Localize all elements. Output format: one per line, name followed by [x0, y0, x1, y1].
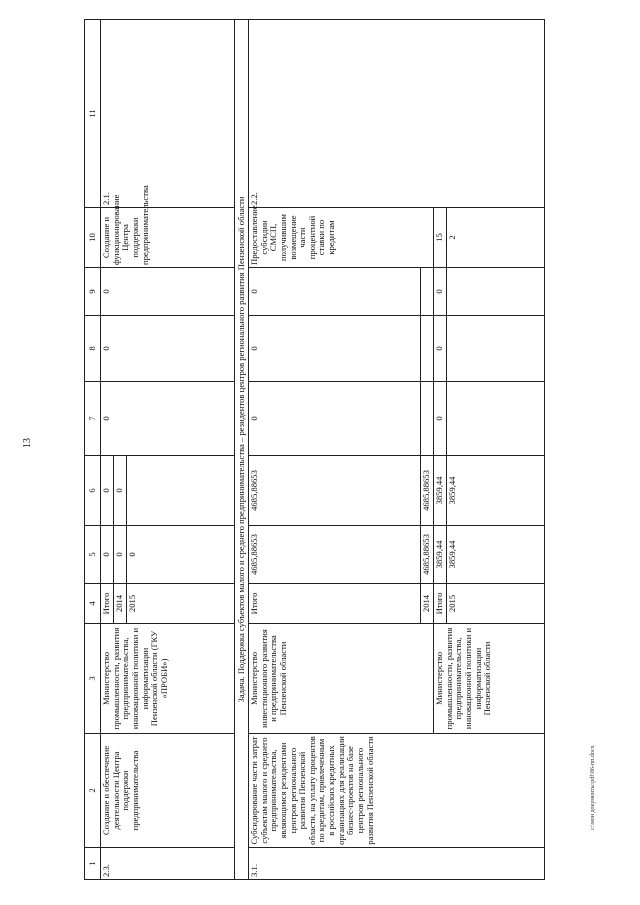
col-header: 6 [85, 456, 101, 526]
executor: Министерство промышленности, развития предпринимательства, инновационной политики и информатизации Пензенской области (ГКУ «ПРОБИ») [101, 624, 235, 734]
footer-file-path: c:\мои документы\pdf\86-пп.docx [590, 745, 596, 830]
amount-cell: 0 [101, 456, 114, 526]
target-ref: 2.1. [101, 20, 235, 208]
amount-cell: 0 [114, 456, 127, 526]
executor: Министерство инвестиционного развития и предпринимательства Пензенской области [249, 624, 421, 734]
amount-cell: 4685,88653 [421, 526, 434, 584]
col-header: 5 [85, 526, 101, 584]
amount-cell [421, 382, 434, 456]
amount-cell [421, 316, 434, 382]
amount-cell: 0 [101, 526, 114, 584]
amount-cell: 4685,88653 [249, 526, 421, 584]
amount-cell: 0 [434, 268, 447, 316]
amount-cell [127, 456, 235, 526]
table-row [101, 20, 114, 880]
amount-cell: 4685,88653 [421, 456, 434, 526]
amount-cell: 0 [249, 268, 421, 316]
col-header: 9 [85, 268, 101, 316]
amount-cell: 0 [434, 382, 447, 456]
year-cell: Итого [434, 584, 447, 624]
col-header: 7 [85, 382, 101, 456]
year-cell: 2014 [114, 584, 127, 624]
col-header: 3 [85, 624, 101, 734]
indicator: Создание и функционирование Центра поддержки предпринимательства [101, 208, 235, 268]
indicator-value: 2 [447, 208, 545, 268]
page-number: 13 [22, 438, 33, 448]
header-row [85, 20, 101, 880]
amount-cell: 0 [114, 526, 127, 584]
measure-name: Субсидирование части затрат субъектам малого и среднего предпринимательства, являющимся резидентами центров регионального развития Пензенской области, на уплату процентов по кредитам, привлеченным в российских кредитных организациях для реализации бизнес-проектов на базе центров регионального развития Пензенской области [249, 734, 545, 848]
amount-cell: 3859,44 [447, 456, 545, 526]
measure-name: Создание и обеспечение деятельности Центра поддержки предпринимательства [101, 734, 235, 848]
amount-cell: 0 [127, 526, 235, 584]
year-cell: 2015 [127, 584, 235, 624]
year-cell: 2014 [421, 584, 434, 624]
col-header: 11 [85, 20, 101, 208]
row-number: 3.1. [249, 848, 545, 880]
amount-cell: 0 [249, 382, 421, 456]
executor: Министерство промышленности, развития предпринимательства, инновационной политики и информатизации Пензенской области [434, 624, 545, 734]
amount-cell [421, 268, 434, 316]
amount-cell: 3859,44 [447, 526, 545, 584]
amount-cell [447, 382, 545, 456]
amount-cell [447, 268, 545, 316]
amount-cell: 0 [101, 268, 235, 316]
indicator-value: 15 [434, 208, 447, 268]
col-header: 2 [85, 734, 101, 848]
row-number: 2.3. [101, 848, 235, 880]
task-heading: Задача. Поддержка субъектов малого и среднего предпринимательства – резидентов центров регионального развития Пензенской области [235, 20, 249, 880]
table-row [249, 20, 421, 880]
year-cell: Итого [249, 584, 421, 624]
amount-cell: 0 [101, 316, 235, 382]
amount-cell: 3859,44 [434, 456, 447, 526]
rotated-document [84, 30, 562, 880]
indicator: Предоставление субсидии СМСП, получившим возмещение части процентной ставки по кредитам [249, 208, 434, 268]
amount-cell: 0 [434, 316, 447, 382]
executor-spacer [421, 624, 434, 734]
col-header: 10 [85, 208, 101, 268]
amount-cell: 3859,44 [434, 526, 447, 584]
amount-cell: 0 [249, 316, 421, 382]
task-row [235, 20, 249, 880]
amount-cell: 0 [101, 382, 235, 456]
target-ref: 2.2. [249, 20, 545, 208]
year-cell: 2015 [447, 584, 545, 624]
col-header: 1 [85, 848, 101, 880]
year-cell: Итого [101, 584, 114, 624]
amount-cell [447, 316, 545, 382]
amount-cell: 4685,88653 [249, 456, 421, 526]
col-header: 8 [85, 316, 101, 382]
program-table [84, 19, 545, 880]
col-header: 4 [85, 584, 101, 624]
